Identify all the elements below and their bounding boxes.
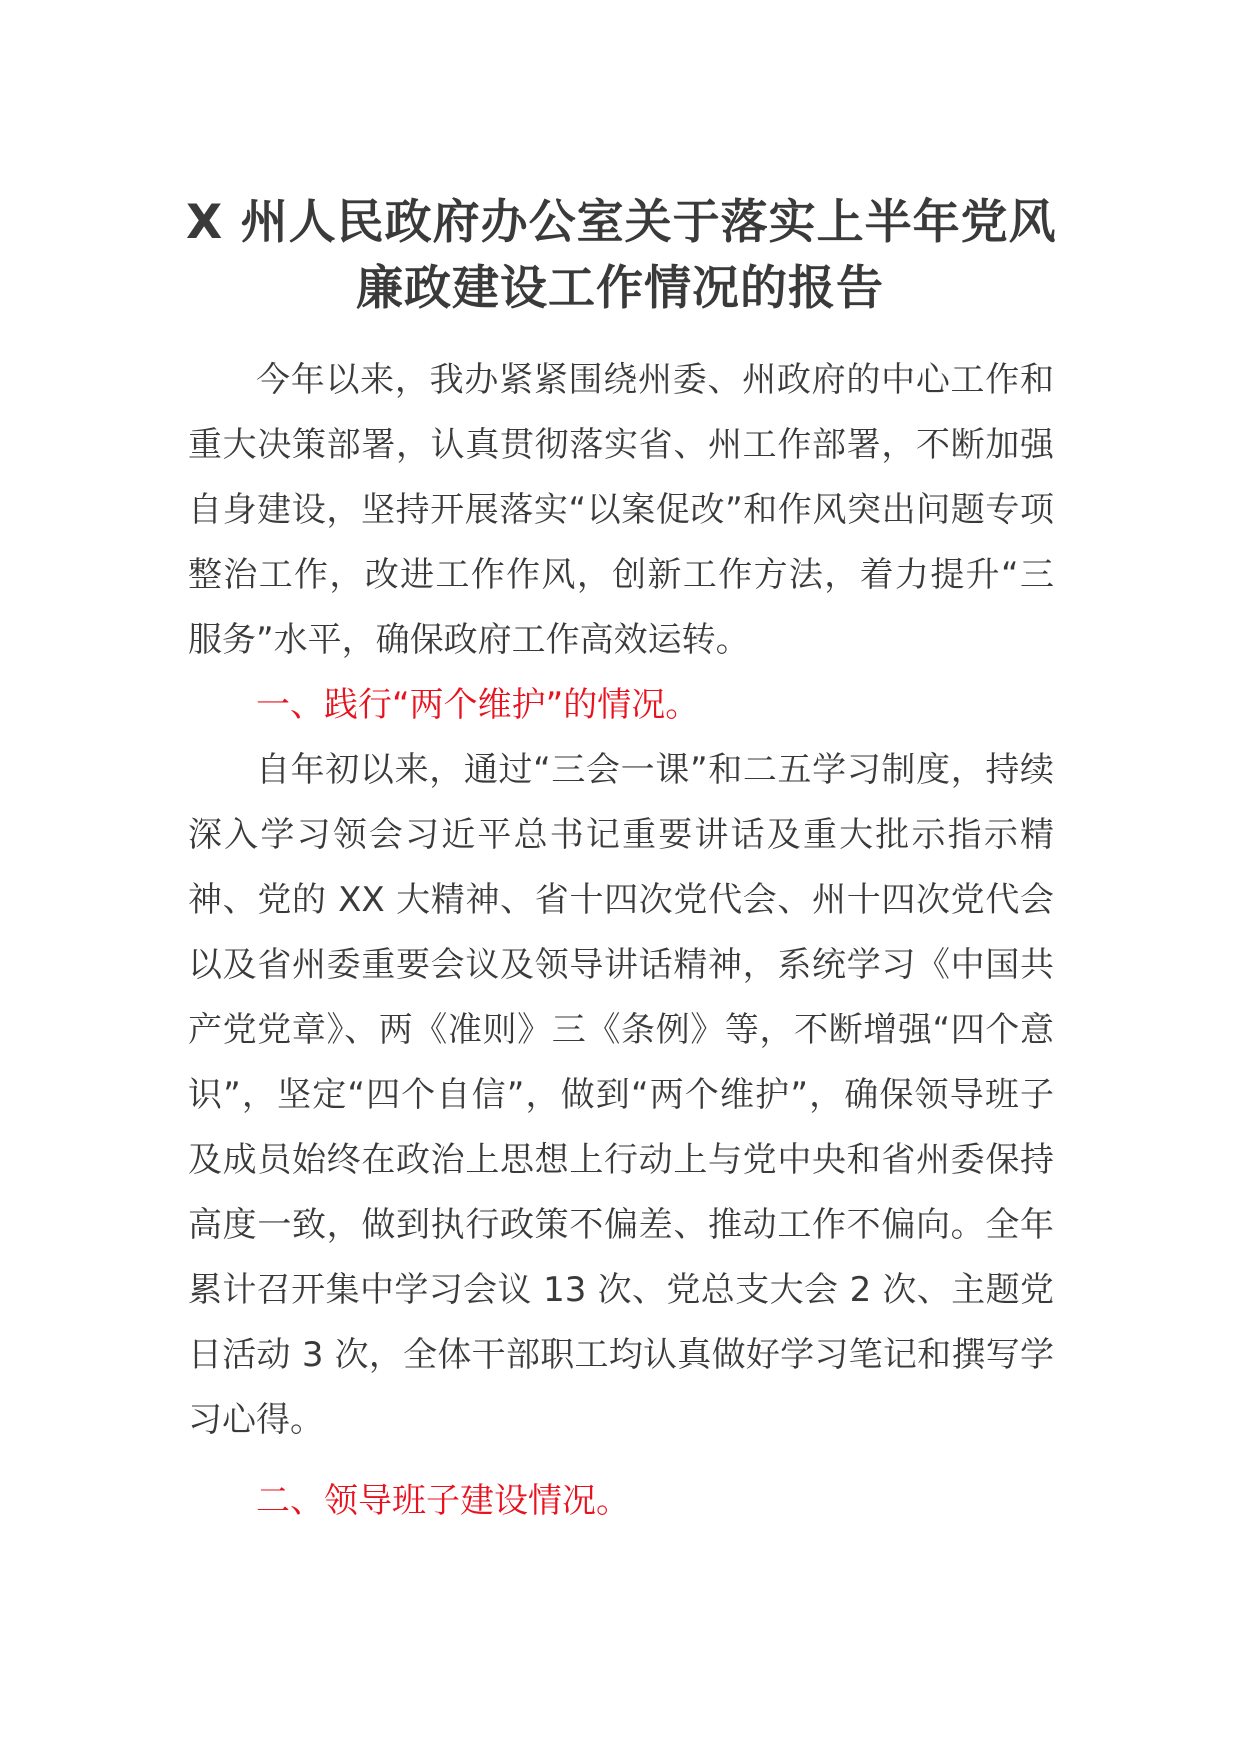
section-1-heading: 一、践行“两个维护”的情况。 [256, 685, 700, 725]
document-body [188, 348, 1054, 1534]
title-line-2: 廉政建设工作情况的报告 [356, 261, 884, 316]
section-2-heading: 二、领导班子建设情况。 [256, 1481, 630, 1521]
title-line-1: X 州人民政府办公室关于落实上半年党风 [186, 195, 1057, 250]
document-title [186, 190, 1057, 322]
intro-paragraph: 今年以来，我办紧紧围绕州委、州政府的中心工作和重大决策部署，认真贯彻落实省、州工作部署，不断加强自身建设，坚持开展落实“以案促改”和作风突出问题专项整治工作，改进工作作风，创新工作方法，着力提升“三服务”水平，确保政府工作高效运转。 [188, 360, 1054, 660]
section-1-paragraph: 自年初以来，通过“三会一课”和二五学习制度，持续深入学习领会习近平总书记重要讲话及重大批示指示精神、党的 XX 大精神、省十四次党代会、州十四次党代会以及省州委重要会议及领导讲话精神，系统学习《中国共产党党章》、两《准则》三《条例》等，不断增强“四个意识”，坚定“四个自信”，做到“两个维护”，确保领导班子及成员始终在政治上思想上行动上与党中央和省州委保持高度一致，做到执行政策不偏差、推动工作不偏向。全年累计召开集中学习会议 13 次、党总支大会 2 次、主题党日活动 3 次，全体干部职工均认真做好学习笔记和撰写学习心得。 [188, 750, 1054, 1440]
